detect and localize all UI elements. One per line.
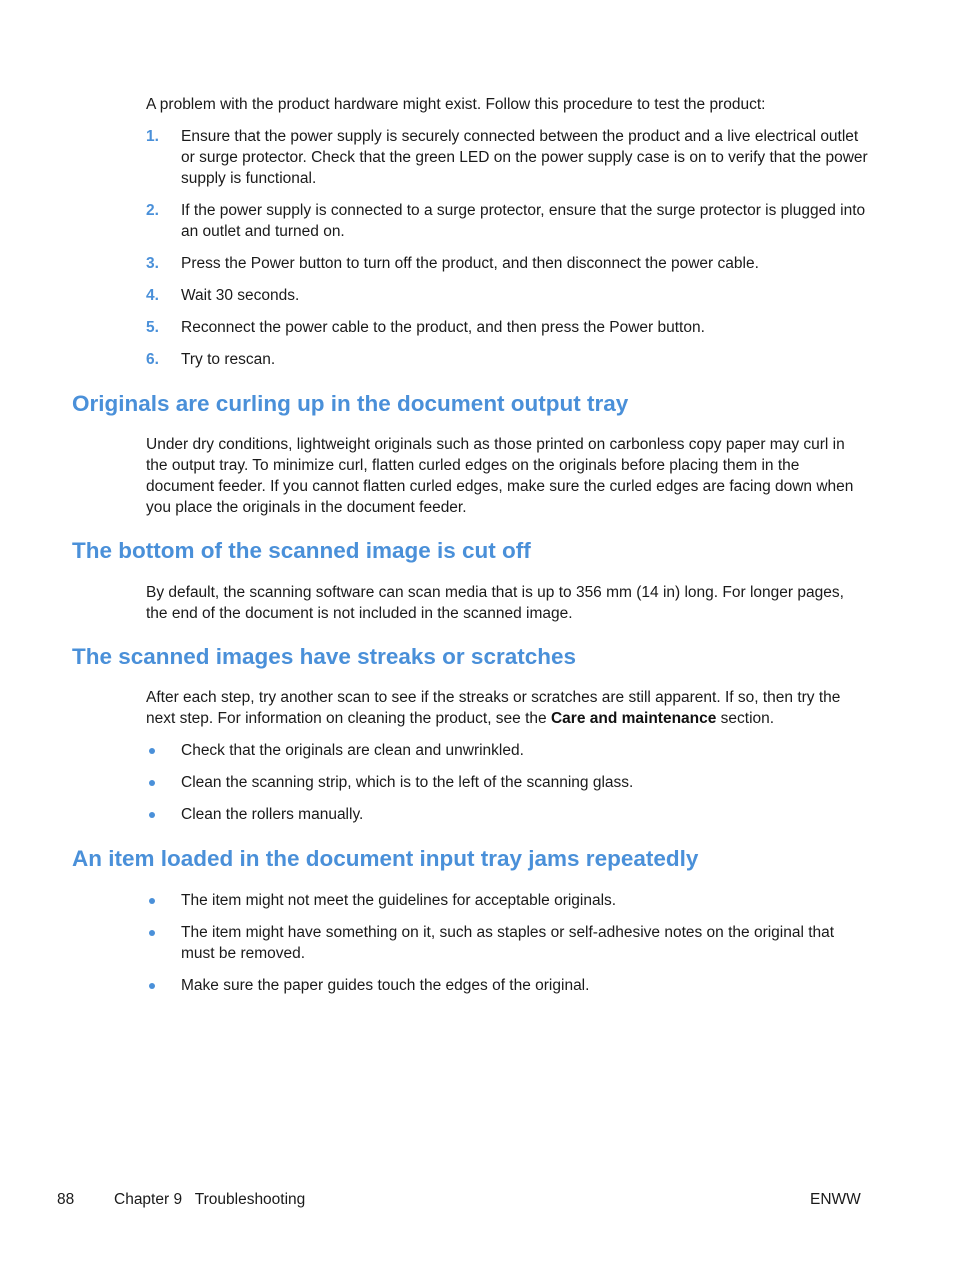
streaks-paragraph [146, 687, 868, 729]
cutoff-paragraph: By default, the scanning software can scan media that is up to 356 mm (14 in) long. For longer pages, the end of the document is not included in the scanned image. [146, 584, 844, 622]
list-item-text: Make sure the paper guides touch the edges of the original. [181, 977, 590, 994]
step-item [146, 200, 868, 242]
step-number: 2. [146, 202, 159, 219]
procedure-steps [146, 126, 868, 381]
intro-paragraph: A problem with the product hardware might exist. Follow this procedure to test the product: [146, 96, 766, 113]
step-number: 5. [146, 319, 159, 336]
streaks-text-after: section. [716, 710, 775, 727]
section-heading-cutoff: The bottom of the scanned image is cut off [72, 538, 531, 563]
bullet-icon [149, 812, 155, 818]
jams-bullet-list [146, 890, 868, 1007]
bullet-icon [149, 748, 155, 754]
list-item-text: Clean the rollers manually. [181, 806, 364, 823]
step-number: 3. [146, 255, 159, 272]
streaks-bullet-list [146, 740, 868, 836]
list-item-text: The item might not meet the guidelines for acceptable originals. [181, 892, 617, 909]
step-item [146, 317, 868, 338]
section-heading-curling: Originals are curling up in the document output tray [72, 391, 629, 416]
streaks-text-before: After each step, try another scan to see if the streaks or scratches are still apparent. If so, then try the next step. For information on cleaning the product, see the [146, 689, 841, 727]
page-number: 88 [57, 1191, 75, 1208]
list-item [146, 740, 868, 761]
step-item [146, 126, 868, 189]
section-heading-streaks: The scanned images have streaks or scratches [72, 644, 577, 669]
step-number: 6. [146, 351, 159, 368]
chapter-label: Chapter 9 Troubleshooting [114, 1191, 306, 1208]
step-text: If the power supply is connected to a surge protector, ensure that the surge protector is plugged into an outlet and turned on. [181, 202, 866, 240]
list-item [146, 975, 868, 996]
list-item [146, 890, 868, 911]
section-heading-jams: An item loaded in the document input tray jams repeatedly [72, 846, 699, 871]
step-text: Ensure that the power supply is securely connected between the product and a live electrical outlet or surge protector. Check that the green LED on the power supply case is on to verify that the power supply is functional. [181, 128, 868, 187]
list-item [146, 772, 868, 793]
bullet-icon [149, 780, 155, 786]
step-text: Try to rescan. [181, 351, 276, 368]
step-item [146, 285, 868, 306]
step-text: Wait 30 seconds. [181, 287, 300, 304]
step-number: 1. [146, 128, 159, 145]
step-item [146, 349, 868, 370]
list-item-text: Check that the originals are clean and unwrinkled. [181, 742, 524, 759]
step-text: Press the Power button to turn off the product, and then disconnect the power cable. [181, 255, 759, 272]
care-maintenance-reference: Care and maintenance [550, 710, 717, 727]
list-item [146, 922, 868, 964]
step-item [146, 253, 868, 274]
bullet-icon [149, 930, 155, 936]
step-text: Reconnect the power cable to the product, and then press the Power button. [181, 319, 705, 336]
footer-right-label: ENWW [810, 1191, 861, 1208]
list-item [146, 804, 868, 825]
list-item-text: Clean the scanning strip, which is to the left of the scanning glass. [181, 774, 634, 791]
step-number: 4. [146, 287, 159, 304]
list-item-text: The item might have something on it, such as staples or self-adhesive notes on the original that must be removed. [181, 924, 835, 962]
bullet-icon [149, 898, 155, 904]
bullet-icon [149, 983, 155, 989]
curling-paragraph: Under dry conditions, lightweight originals such as those printed on carbonless copy paper may curl in the output tray. To minimize curl, flatten curled edges on the originals before placing them in the document feeder. If you cannot flatten curled edges, make sure the curled edges are facing down when you place the originals in the document feeder. [146, 436, 854, 516]
